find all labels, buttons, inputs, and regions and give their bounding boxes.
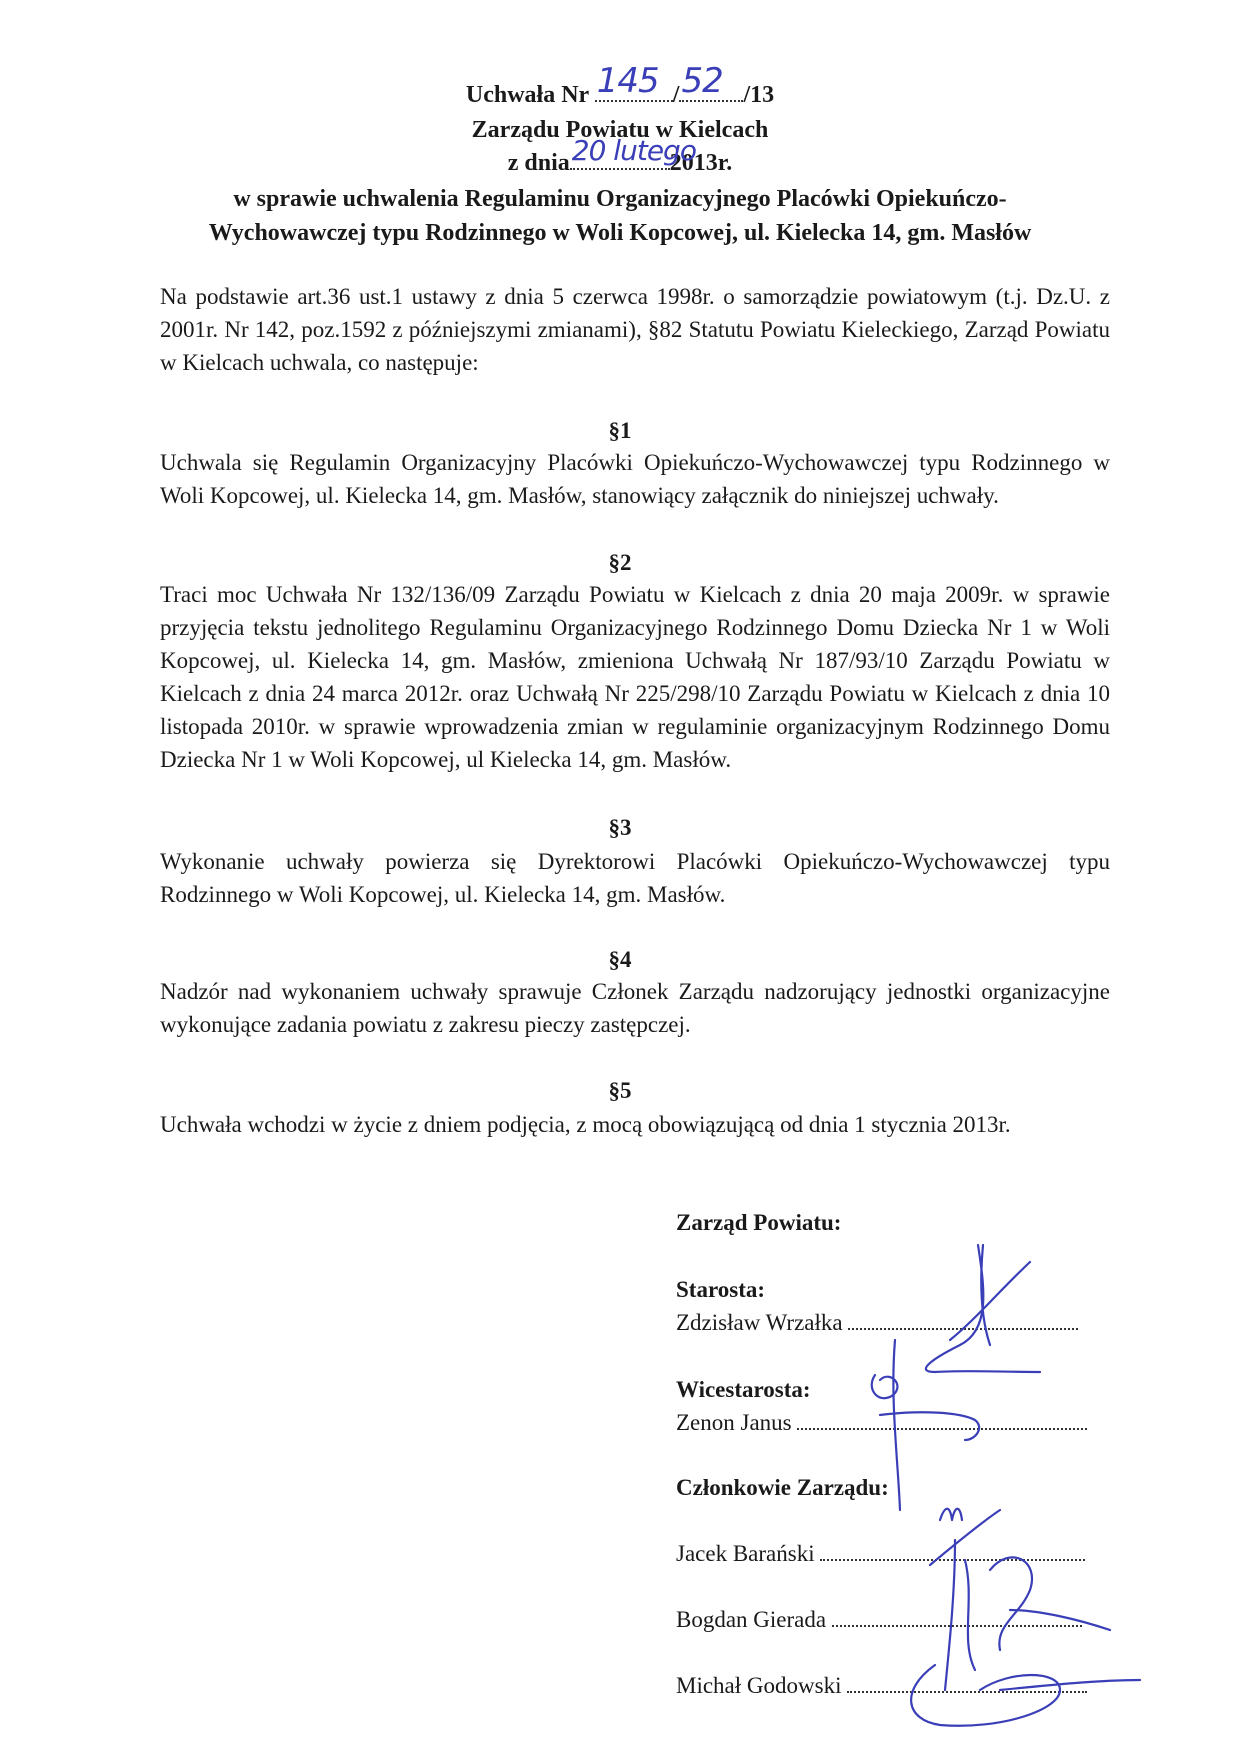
- title-suffix: /13: [743, 82, 775, 108]
- handwritten-number: 145: [596, 61, 659, 101]
- section-5-symbol: §5: [608, 1078, 632, 1103]
- board-heading: Zarząd Powiatu:: [676, 1210, 842, 1235]
- members-label: Członkowie Zarządu:: [676, 1475, 889, 1500]
- handwritten-date: 20 lutego: [571, 134, 696, 167]
- starosta-name: Zdzisław Wrzałka: [676, 1310, 843, 1335]
- handwritten-number-2: 52: [681, 61, 723, 101]
- member-signature-2: [945, 1540, 955, 1690]
- section-1-text: Uchwala się Regulamin Organizacyjny Placówki Opiekuńczo-Wychowawczej typu Rodzinnego w Woli Kopcowej, ul. Kielecka 14, gm. Masłów, stanowiący załącznik do niniejszej uchwały.: [160, 450, 1110, 508]
- wicestarosta-name: Zenon Janus: [676, 1410, 792, 1435]
- wicestarosta-label: Wicestarosta:: [676, 1377, 811, 1402]
- section-2-text: Traci moc Uchwała Nr 132/136/09 Zarządu Powiatu w Kielcach z dnia 20 maja 2009r. w sprawie przyjęcia tekstu jednolitego Regulaminu Organizacyjnego Rodzinnego Domu Dziecka Nr 1 w Woli Kopcowej, ul. Kielecka 14, gm. Masłów, zmieniona Uchwałą Nr 187/93/10 Zarządu Powiatu w Kielcach z dnia 24 marca 2012r. oraz Uchwałą Nr 225/298/10 Zarządu Powiatu w Kielcach z dnia 10 listopada 2010r. w sprawie wprowadzenia zmian w regulaminie organizacyjnym Rodzinnego Domu Dziecka Nr 1 w Woli Kopcowej, ul Kielecka 14, gm. Masłów.: [160, 582, 1110, 772]
- subject-line-2: Wychowawczej typu Rodzinnego w Woli Kopcowej, ul. Kielecka 14, gm. Masłów: [208, 220, 1032, 246]
- section-1-symbol: §1: [608, 418, 632, 443]
- member-name: Michał Godowski: [676, 1673, 842, 1698]
- section-3-text: Wykonanie uchwały powierza się Dyrektorowi Placówki Opiekuńczo-Wychowawczej typu Rodzinnego w Woli Kopcowej, ul. Kielecka 14, gm. Masłów.: [160, 849, 1110, 907]
- resolution-title: Uchwała Nr 145 / 52 /13: [465, 61, 775, 108]
- section-5-text: Uchwała wchodzi w życie z dniem podjęcia, z mocą obowiązującą od dnia 1 stycznia 2013r.: [160, 1112, 1011, 1137]
- subject-line-1: w sprawie uchwalenia Regulaminu Organizacyjnego Placówki Opiekuńczo-: [233, 186, 1007, 212]
- member-name: Jacek Barański: [676, 1541, 815, 1566]
- section-3-symbol: §3: [608, 815, 632, 840]
- section-4-text: Nadzór nad wykonaniem uchwały sprawuje Członek Zarządu nadzorujący jednostki organizacyjne wykonujące zadania powiatu z zakresu pieczy zastępczej.: [160, 979, 1110, 1037]
- member-signature-1: [940, 1509, 962, 1520]
- starosta-label: Starosta:: [676, 1277, 766, 1302]
- section-4-symbol: §4: [608, 947, 632, 972]
- issuer-line: Zarządu Powiatu w Kielcach: [471, 117, 769, 143]
- date-prefix: z dnia: [507, 150, 570, 176]
- date-suffix: 2013r.: [669, 150, 733, 176]
- section-2-symbol: §2: [608, 550, 632, 575]
- wicestarosta-signature: [893, 1340, 900, 1510]
- preamble: Na podstawie art.36 ust.1 ustawy z dnia 5 czerwca 1998r. o samorządzie powiatowym (t.j. Dz.U. z 2001r. Nr 142, poz.1592 z późniejszymi zmianami), §82 Statutu Powiatu Kieleckiego, Zarząd Powiatu w Kielcach uchwala, co następuje:: [160, 284, 1110, 375]
- title-prefix: Uchwała Nr: [465, 82, 595, 108]
- member-name: Bogdan Gierada: [676, 1607, 827, 1632]
- member-signature-3: [911, 1665, 1060, 1726]
